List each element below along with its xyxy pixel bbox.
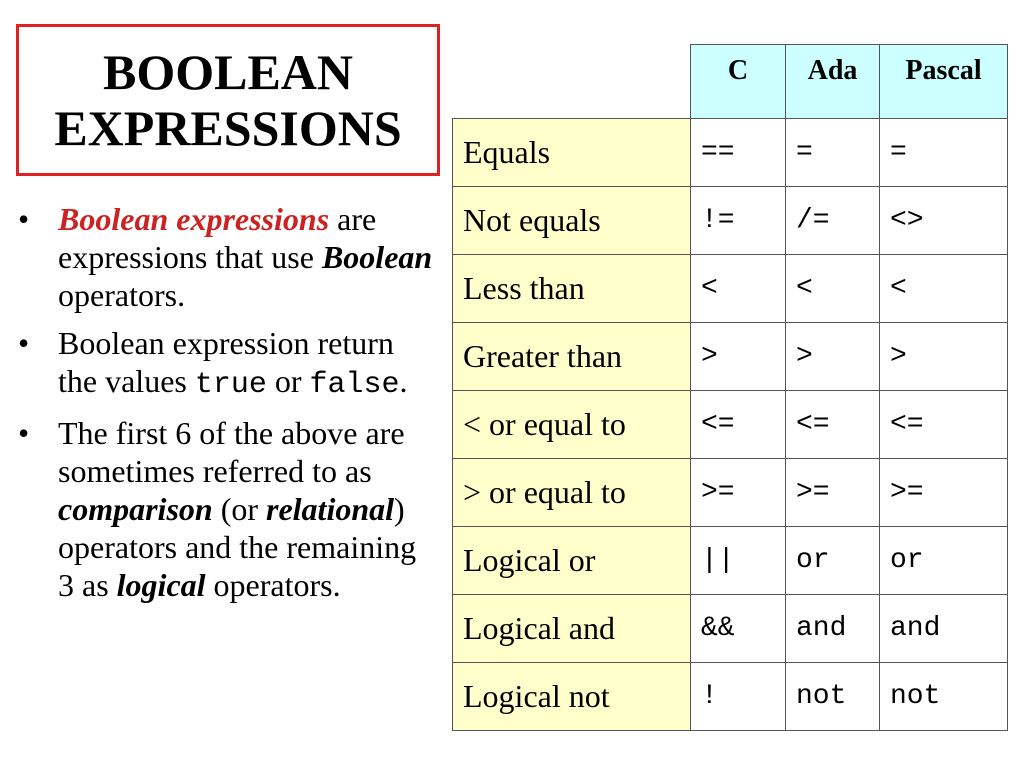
row-label: Equals: [453, 119, 691, 187]
table-cell: >: [880, 323, 1008, 391]
bullet-text: ) operators and the remaining 3 as: [58, 491, 417, 603]
table-cell: >=: [786, 459, 880, 527]
table-cell: !: [691, 663, 786, 731]
table-cell: <: [786, 255, 880, 323]
bullet-item: [18, 414, 438, 604]
column-header: Ada: [786, 45, 880, 119]
row-label: < or equal to: [453, 391, 691, 459]
row-label: Greater than: [453, 323, 691, 391]
table-cell: <=: [880, 391, 1008, 459]
table-row: [453, 663, 1008, 731]
emphasis-text: logical: [116, 567, 206, 603]
bullet-icon: •: [18, 325, 30, 361]
bullet-text: The first 6 of the above are sometimes referred to as: [58, 415, 405, 489]
table-cell: ==: [691, 119, 786, 187]
code-text: true: [194, 368, 267, 402]
table-cell: >=: [880, 459, 1008, 527]
table-cell: and: [880, 595, 1008, 663]
table-cell: /=: [786, 187, 880, 255]
table-cell: <>: [880, 187, 1008, 255]
table-row: [453, 527, 1008, 595]
row-label: Logical and: [453, 595, 691, 663]
table-cell: <: [691, 255, 786, 323]
table-cell: !=: [691, 187, 786, 255]
title-line-2: EXPRESSIONS: [54, 100, 402, 156]
bullet-text: Boolean expression return the values: [58, 325, 394, 399]
table-cell: or: [880, 527, 1008, 595]
table-cell: >=: [691, 459, 786, 527]
table-cell: >: [691, 323, 786, 391]
bullet-item: [18, 324, 438, 404]
table-row: [453, 255, 1008, 323]
emphasis-text: relational: [266, 491, 395, 527]
bullet-list: [18, 200, 438, 614]
table-row: [453, 119, 1008, 187]
title-line-1: BOOLEAN: [102, 44, 354, 100]
table-cell: not: [786, 663, 880, 731]
slide-title: [16, 24, 440, 176]
emphasis-text: Boolean expressions: [58, 201, 330, 237]
table-cell: >: [786, 323, 880, 391]
bullet-text: or: [274, 363, 302, 399]
row-label: Not equals: [453, 187, 691, 255]
table-row: [453, 323, 1008, 391]
table-cell: ||: [691, 527, 786, 595]
code-text: false: [309, 368, 400, 402]
row-label: Logical not: [453, 663, 691, 731]
emphasis-text: Boolean: [321, 239, 433, 275]
bullet-item: [18, 200, 438, 314]
table-row: [453, 187, 1008, 255]
table-cell: &&: [691, 595, 786, 663]
bullet-text: are expressions that use: [58, 201, 377, 275]
bullet-text: .: [399, 363, 408, 399]
table-row: [453, 459, 1008, 527]
table-cell: =: [880, 119, 1008, 187]
table-corner-cell: [453, 45, 691, 119]
bullet-icon: •: [18, 415, 30, 451]
table-cell: <: [880, 255, 1008, 323]
table-cell: and: [786, 595, 880, 663]
row-label: > or equal to: [453, 459, 691, 527]
bullet-text: (or: [220, 491, 258, 527]
column-header: C: [691, 45, 786, 119]
operators-table: [452, 44, 1008, 731]
bullet-icon: •: [18, 201, 30, 237]
table-cell: or: [786, 527, 880, 595]
table-header-row: [453, 45, 1008, 119]
table-cell: <=: [786, 391, 880, 459]
table-cell: =: [786, 119, 880, 187]
table-row: [453, 595, 1008, 663]
table-cell: not: [880, 663, 1008, 731]
table-row: [453, 391, 1008, 459]
table-cell: <=: [691, 391, 786, 459]
row-label: Logical or: [453, 527, 691, 595]
row-label: Less than: [453, 255, 691, 323]
column-header: Pascal: [880, 45, 1008, 119]
emphasis-text: comparison: [58, 491, 213, 527]
bullet-text: operators.: [58, 277, 186, 313]
bullet-text: operators.: [213, 567, 341, 603]
